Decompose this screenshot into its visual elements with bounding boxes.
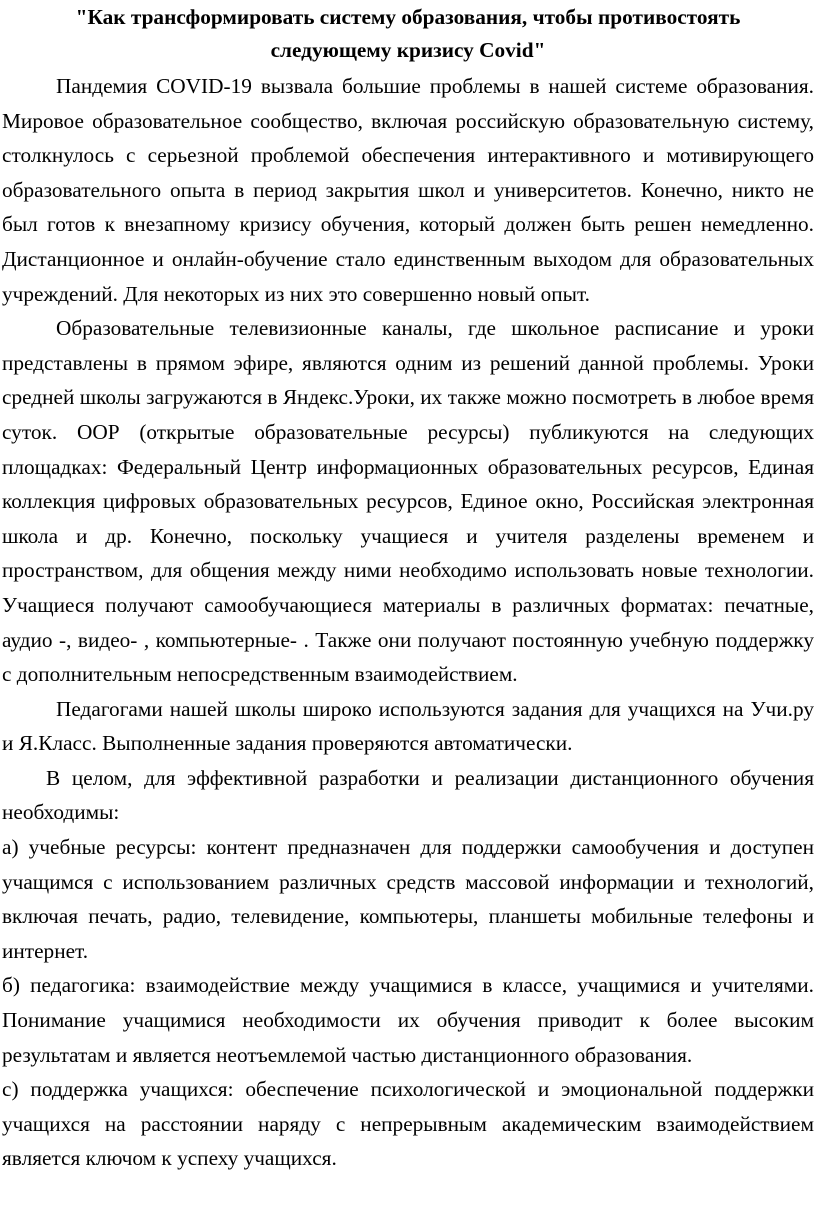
list-item-support: с) поддержка учащихся: обеспечение психологической и эмоциональной поддержки учащихся на расстоянии наряду с непрерывным академическим взаимодействием является ключом к успеху учащихся. (2, 1077, 814, 1171)
paragraph-pandemic: Пандемия COVID-19 вызвала большие проблемы в нашей системе образования. Мировое образовательное сообщество, включая российскую образовательную систему, столкнулось с серьезной проблемой обеспечения интерактивного и мотивирующего образовательного опыта в период закрытия школ и университетов. Конечно, никто не был готов к внезапному кризису обучения, который должен быть решен немедленно. Дистанционное и онлайн-обучение стало единственным выходом для образовательных учреждений. Для некоторых из них это совершенно новый опыт. (2, 74, 814, 306)
paragraph-school-tasks: Педагогами нашей школы широко используются задания для учащихся на Учи.ру и Я.Класс. Выполненные задания проверяются автоматически. (2, 696, 814, 756)
document-page (2, 0, 814, 1176)
title-line-1: "Как трансформировать систему образования, чтобы противостоять (75, 5, 741, 29)
paragraph-tv-channels: Образовательные телевизионные каналы, где школьное расписание и уроки представлены в прямом эфире, являются одним из решений данной проблемы. Уроки средней школы загружаются в Яндекс.Уроки, их также можно посмотреть в любое время суток. ООР (открытые образовательные ресурсы) публикуются на следующих площадках: Федеральный Центр информационных образовательных ресурсов, Единая коллекция цифровых образовательных ресурсов, Единое окно, Российская электронная школа и др. Конечно, поскольку учащиеся и учителя разделены временем и пространством, для общения между ними необходимо использовать новые технологии. Учащиеся получают самообучающиеся материалы в различных форматах: печатные, аудио -, видео- , компьютерные- . Также они получают постоянную учебную поддержку с дополнительным непосредственным взаимодействием. (2, 316, 814, 687)
title-line-2: следующему кризису Covid" (270, 38, 546, 62)
list-item-resources: а) учебные ресурсы: контент предназначен для поддержки самообучения и доступен учащимся с использованием различных средств массовой информации и технологий, включая печать, радио, телевидение, компьютеры, планшеты мобильные телефоны и интернет. (2, 835, 814, 963)
paragraph-summary: В целом, для эффективной разработки и реализации дистанционного обучения необходимы: (2, 765, 814, 825)
list-item-pedagogy: б) педагогика: взаимодействие между учащимися в классе, учащимися и учителями. Понимание учащимися необходимости их обучения приводит к более высоким результатам и является неотъемлемой частью дистанционного образования. (2, 973, 814, 1067)
document-title (2, 0, 814, 67)
